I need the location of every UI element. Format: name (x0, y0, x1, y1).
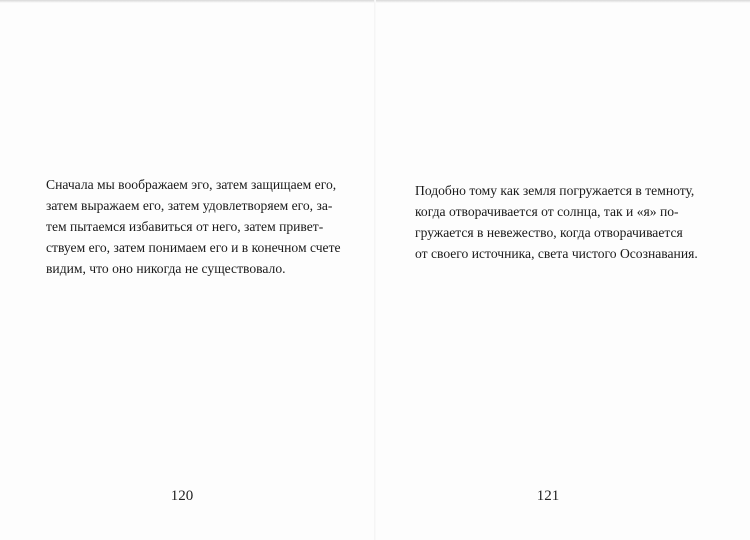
right-paragraph-line: гружается в невежество, когда отворачивается (415, 225, 683, 240)
left-paragraph-line: тем пытаемся избавиться от него, затем привет- (46, 219, 324, 234)
left-page-number: 120 (170, 488, 194, 504)
left-paragraph-line: видим, что оно никогда не существовало. (46, 261, 286, 276)
left-paragraph-line: затем выражаем его, затем удовлетворяем его, за- (46, 198, 333, 213)
left-page (0, 0, 374, 540)
right-page-number: 121 (536, 488, 560, 504)
right-page-paragraph (415, 180, 725, 264)
right-paragraph-line: Подобно тому как земля погружается в темноту, (415, 183, 695, 198)
right-paragraph-line: от своего источника, света чистого Осознавания. (415, 246, 698, 261)
right-paragraph-line: когда отворачивается от солнца, так и «я» по- (415, 204, 679, 219)
right-page (376, 0, 750, 540)
left-page-paragraph (46, 174, 341, 279)
left-paragraph-line: Сначала мы воображаем эго, затем защищаем его, (46, 177, 337, 192)
left-paragraph-line: ствуем его, затем понимаем его и в конечном счете (46, 240, 341, 255)
